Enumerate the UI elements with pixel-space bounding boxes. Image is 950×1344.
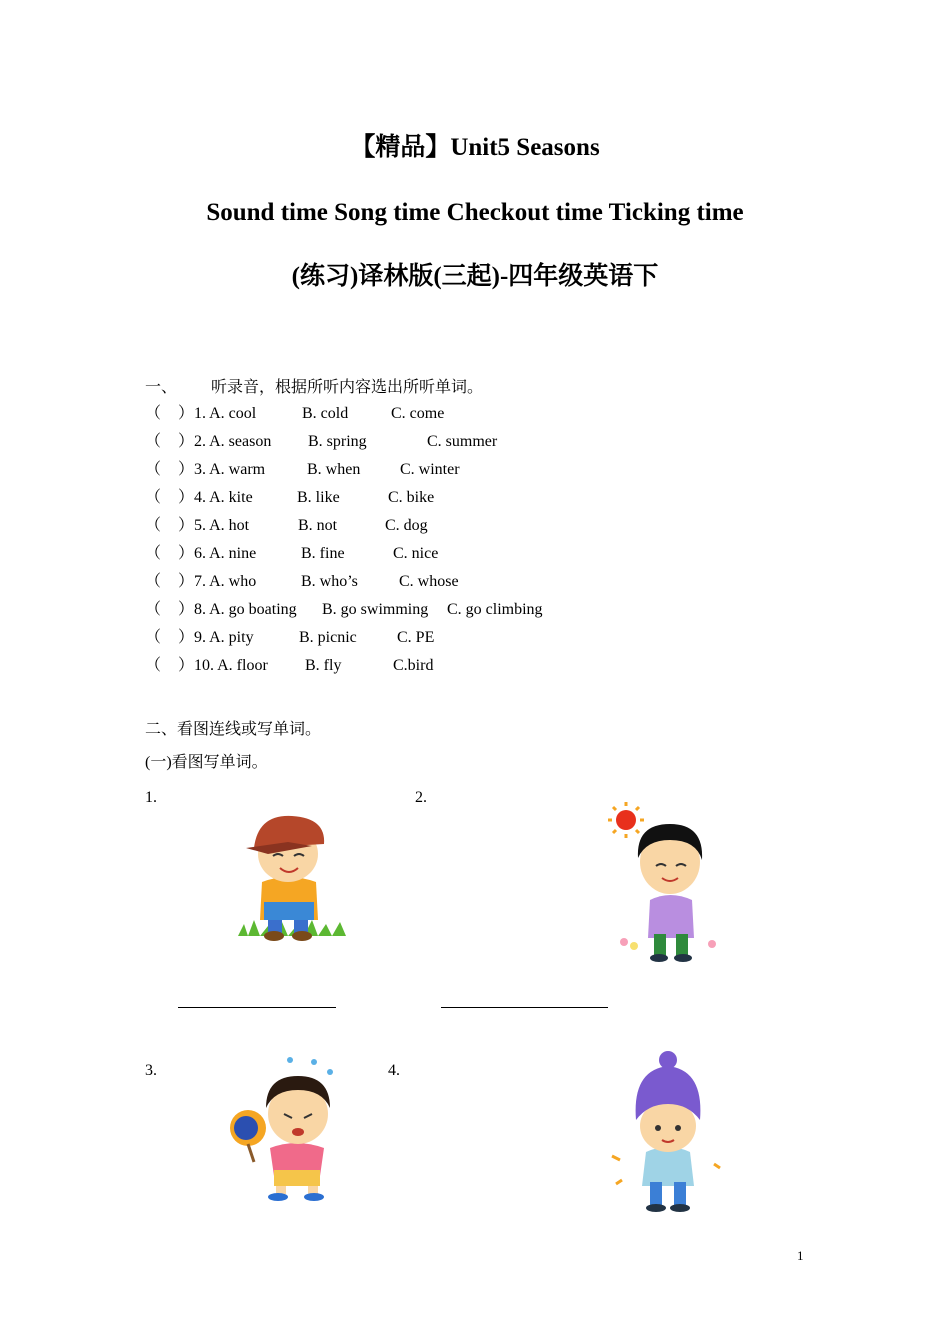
- option-b: B. picnic: [299, 629, 357, 646]
- answer-paren-close: ）: [178, 573, 195, 590]
- option-c: C. whose: [399, 573, 459, 590]
- boy-with-fan-picture: [220, 1052, 355, 1207]
- option-a: 6. A. nine: [194, 545, 257, 562]
- question-row: [145, 432, 665, 452]
- option-c: C. nice: [393, 545, 439, 562]
- child-in-winter-hat-picture: [602, 1044, 734, 1222]
- answer-paren-open[interactable]: （: [145, 517, 162, 534]
- question-row: [145, 572, 665, 592]
- answer-paren-close: ）: [178, 657, 195, 674]
- section2-subheading: (一)看图写单词。: [145, 754, 268, 771]
- option-b: B. who’s: [301, 573, 358, 590]
- option-b: B. like: [297, 489, 340, 506]
- option-a: 1. A. cool: [194, 405, 257, 422]
- question-row: [145, 628, 665, 648]
- answer-paren-open[interactable]: （: [145, 601, 162, 618]
- answer-paren-open[interactable]: （: [145, 433, 162, 450]
- option-a: 5. A. hot: [194, 517, 250, 534]
- section2-heading: 二、看图连线或写单词。: [145, 721, 322, 738]
- option-a: 4. A. kite: [194, 489, 253, 506]
- answer-paren-close: ）: [178, 629, 195, 646]
- boy-in-sun-picture: [596, 800, 734, 968]
- option-a: 9. A. pity: [194, 629, 254, 646]
- answer-paren-open[interactable]: （: [145, 405, 162, 422]
- option-b: B. fly: [305, 657, 342, 674]
- answer-blank-2[interactable]: [441, 1007, 608, 1008]
- answer-paren-close: ）: [178, 545, 195, 562]
- option-c: C. go climbing: [447, 601, 543, 618]
- option-b: B. spring: [308, 433, 367, 450]
- title-line-3: (练习)译林版(三起)-四年级英语下: [291, 263, 659, 290]
- option-b: B. when: [307, 461, 361, 478]
- option-b: B. fine: [301, 545, 345, 562]
- answer-paren-close: ）: [178, 461, 195, 478]
- option-c: C. bike: [388, 489, 435, 506]
- title-line-1: 【精品】Unit5 Seasons: [350, 134, 600, 161]
- picture-label-1: 1.: [145, 789, 157, 806]
- question-row: [145, 516, 665, 536]
- option-a: 7. A. who: [194, 573, 257, 590]
- option-c: C.bird: [393, 657, 434, 674]
- picture-label-2: 2.: [415, 789, 427, 806]
- boy-in-grass-picture: [228, 808, 353, 943]
- option-c: C. winter: [400, 461, 460, 478]
- picture-label-3: 3.: [145, 1062, 157, 1079]
- title-line-2: Sound time Song time Checkout time Ticking time: [206, 199, 744, 226]
- question-row: [145, 656, 665, 676]
- answer-paren-open[interactable]: （: [145, 657, 162, 674]
- section1-number: 一、: [145, 379, 178, 396]
- option-b: B. go swimming: [322, 601, 429, 618]
- question-row: [145, 488, 665, 508]
- answer-paren-close: ）: [178, 489, 195, 506]
- answer-paren-open[interactable]: （: [145, 489, 162, 506]
- option-b: B. not: [298, 517, 338, 534]
- picture-label-4: 4.: [388, 1062, 400, 1079]
- option-c: C. dog: [385, 517, 428, 534]
- answer-paren-open[interactable]: （: [145, 629, 162, 646]
- option-c: C. PE: [397, 629, 435, 646]
- question-row: [145, 600, 665, 620]
- answer-paren-close: ）: [178, 405, 195, 422]
- answer-paren-open[interactable]: （: [145, 545, 162, 562]
- option-a: 8. A. go boating: [194, 601, 297, 618]
- answer-paren-close: ）: [178, 517, 195, 534]
- answer-paren-open[interactable]: （: [145, 573, 162, 590]
- answer-paren-open[interactable]: （: [145, 461, 162, 478]
- answer-paren-close: ）: [178, 601, 195, 618]
- question-row: [145, 460, 665, 480]
- page-number: 1: [797, 1248, 804, 1263]
- option-c: C. come: [391, 405, 445, 422]
- option-a: 10. A. floor: [194, 657, 268, 674]
- option-b: B. cold: [302, 405, 349, 422]
- answer-blank-1[interactable]: [178, 1007, 336, 1008]
- question-row: [145, 404, 665, 424]
- option-a: 2. A. season: [194, 433, 272, 450]
- question-row: [145, 544, 665, 564]
- option-c: C. summer: [427, 433, 498, 450]
- answer-paren-close: ）: [178, 433, 195, 450]
- option-a: 3. A. warm: [194, 461, 266, 478]
- section1-instruction: 听录音，根据所听内容选出所听单词。: [211, 379, 484, 396]
